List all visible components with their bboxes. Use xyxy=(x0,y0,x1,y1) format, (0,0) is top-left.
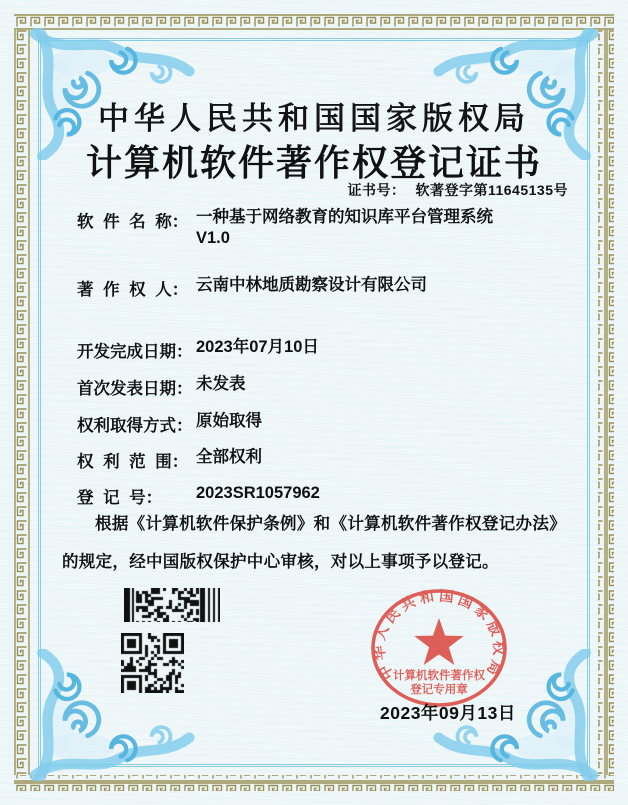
field-value: 未发表 xyxy=(196,375,246,393)
certificate-number-label: 证书号： xyxy=(347,182,406,198)
qr-code-icon xyxy=(121,633,184,693)
field-label: 登 记 号： xyxy=(77,489,163,507)
field-value: 云南中林地质勘察设计有限公司 xyxy=(196,276,427,294)
certificate-number xyxy=(347,180,568,200)
field-registration-number xyxy=(77,484,320,508)
field-label: 软 件 名 称： xyxy=(77,213,189,231)
field-rights-scope xyxy=(77,448,262,472)
field-value: 原始取得 xyxy=(196,412,262,430)
issuer-title: 中华人民共和国国家版权局 xyxy=(98,101,530,136)
registration-statement: 根据《计算机软件保护条例》和《计算机软件著作权登记办法》的规定，经中国版权保护中心审核，对以上事项予以登记。 xyxy=(62,515,566,571)
issue-date: 2023年09月13日 xyxy=(380,703,516,723)
field-first-publication xyxy=(77,375,246,399)
field-software-version: V1.0 xyxy=(196,229,230,247)
field-value: 全部权利 xyxy=(196,448,262,466)
field-value: 2023年07月10日 xyxy=(196,338,319,356)
field-label: 权利取得方式： xyxy=(77,417,193,435)
field-label: 权 利 范 围： xyxy=(77,453,189,471)
certificate-number-value: 软著登字第11645135号 xyxy=(415,182,568,198)
seal-star-icon xyxy=(414,618,463,665)
seal-ring-text: 中华人民共和国国家版权局 xyxy=(371,588,507,683)
field-software-name xyxy=(77,208,493,232)
field-value: 2023SR1057962 xyxy=(196,484,320,502)
field-label: 著 作 权 人： xyxy=(77,281,189,299)
pdf417-barcode-icon xyxy=(124,588,220,622)
field-copyright-owner xyxy=(77,276,427,300)
field-acquisition-method xyxy=(77,412,262,436)
field-value: 一种基于网络教育的知识库平台管理系统 xyxy=(196,208,493,226)
field-completion-date xyxy=(77,338,319,362)
certificate-title: 计算机软件著作权登记证书 xyxy=(85,143,542,183)
seal-line1: 计算机软件著作权 xyxy=(393,670,485,682)
seal-line2: 登记专用章 xyxy=(410,684,468,696)
field-label: 开发完成日期： xyxy=(77,343,193,361)
field-label: 首次发表日期： xyxy=(77,380,193,398)
official-seal xyxy=(368,586,510,710)
